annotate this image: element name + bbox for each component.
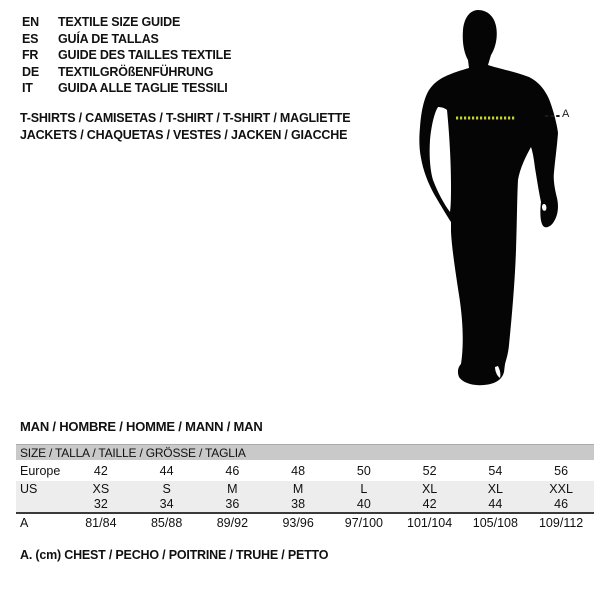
language-row bbox=[22, 31, 231, 48]
table-cell: 38 bbox=[291, 497, 306, 511]
table-cell: 93/96 bbox=[282, 516, 314, 530]
table-cell: 44 bbox=[488, 497, 503, 511]
table-cell: S bbox=[162, 481, 171, 496]
section-title-man: MAN / HOMBRE / HOMME / MANN / MAN bbox=[20, 419, 263, 434]
language-row bbox=[22, 47, 231, 64]
table-cell: 56 bbox=[554, 463, 569, 478]
table-cell: XXL bbox=[549, 481, 573, 496]
table-cell: 48 bbox=[291, 463, 306, 478]
size-table bbox=[16, 444, 594, 532]
language-code: IT bbox=[22, 81, 33, 96]
language-list bbox=[22, 14, 231, 97]
man-silhouette-svg bbox=[410, 0, 600, 400]
table-cell: 101/104 bbox=[407, 516, 453, 530]
table-cell: 42 bbox=[422, 497, 437, 511]
table-row-us bbox=[16, 481, 594, 496]
row-label: A bbox=[20, 516, 29, 530]
table-cell: XS bbox=[92, 481, 110, 496]
table-cell: 46 bbox=[225, 463, 240, 478]
language-row bbox=[22, 80, 231, 97]
table-cell: 105/108 bbox=[472, 516, 518, 530]
table-cell: 89/92 bbox=[216, 516, 249, 530]
language-row bbox=[22, 64, 231, 81]
table-cell: 50 bbox=[356, 463, 371, 478]
table-cell: M bbox=[227, 481, 238, 496]
language-code: EN bbox=[22, 15, 39, 30]
table-cell: 85/88 bbox=[150, 516, 183, 530]
language-code: ES bbox=[22, 31, 39, 46]
language-label: GUÍA DE TALLAS bbox=[58, 31, 159, 46]
table-cell: 46 bbox=[554, 497, 569, 511]
table-cell: 34 bbox=[159, 497, 174, 511]
row-label: US bbox=[20, 481, 38, 496]
table-cell: 36 bbox=[225, 497, 240, 511]
man-silhouette-figure bbox=[410, 0, 600, 400]
table-cell: XL bbox=[421, 481, 438, 496]
table-row-chest-a bbox=[16, 512, 594, 532]
measure-a-label: A bbox=[562, 108, 570, 120]
language-code: FR bbox=[22, 48, 39, 63]
footnote-chest-measure: A. (cm) CHEST / PECHO / POITRINE / TRUHE / PETTO bbox=[20, 548, 329, 562]
category-tshirts: T-SHIRTS / CAMISETAS / T-SHIRT / T-SHIRT / MAGLIETTE bbox=[20, 111, 351, 126]
table-row-europe bbox=[16, 460, 594, 481]
table-cell: 109/112 bbox=[538, 516, 584, 530]
table-cell: XL bbox=[487, 481, 504, 496]
table-row-numeric bbox=[16, 496, 594, 512]
language-label: GUIDA ALLE TAGLIE TESSILI bbox=[58, 81, 228, 96]
table-cell: 44 bbox=[159, 463, 174, 478]
table-cell: 40 bbox=[356, 497, 371, 511]
language-label: TEXTILGRÖßENFÜHRUNG bbox=[58, 64, 214, 79]
man-silhouette-shape bbox=[419, 10, 558, 385]
table-cell: 54 bbox=[488, 463, 503, 478]
table-cell: 97/100 bbox=[344, 516, 383, 530]
size-table-header: SIZE / TALLA / TAILLE / GRÖSSE / TAGLIA bbox=[16, 444, 594, 460]
language-label: GUIDE DES TAILLES TEXTILE bbox=[58, 48, 232, 63]
category-jackets: JACKETS / CHAQUETAS / VESTES / JACKEN / GIACCHE bbox=[20, 127, 348, 142]
table-cell: L bbox=[360, 481, 368, 496]
language-code: DE bbox=[22, 64, 39, 79]
table-cell: 32 bbox=[93, 497, 108, 511]
language-label: TEXTILE SIZE GUIDE bbox=[58, 15, 181, 30]
table-cell: 81/84 bbox=[85, 516, 117, 530]
language-row bbox=[22, 14, 231, 31]
row-label: Europe bbox=[20, 463, 61, 478]
category-list bbox=[20, 110, 350, 143]
table-cell: M bbox=[292, 481, 304, 496]
table-cell: 42 bbox=[93, 463, 108, 478]
table-cell: 52 bbox=[422, 463, 437, 478]
